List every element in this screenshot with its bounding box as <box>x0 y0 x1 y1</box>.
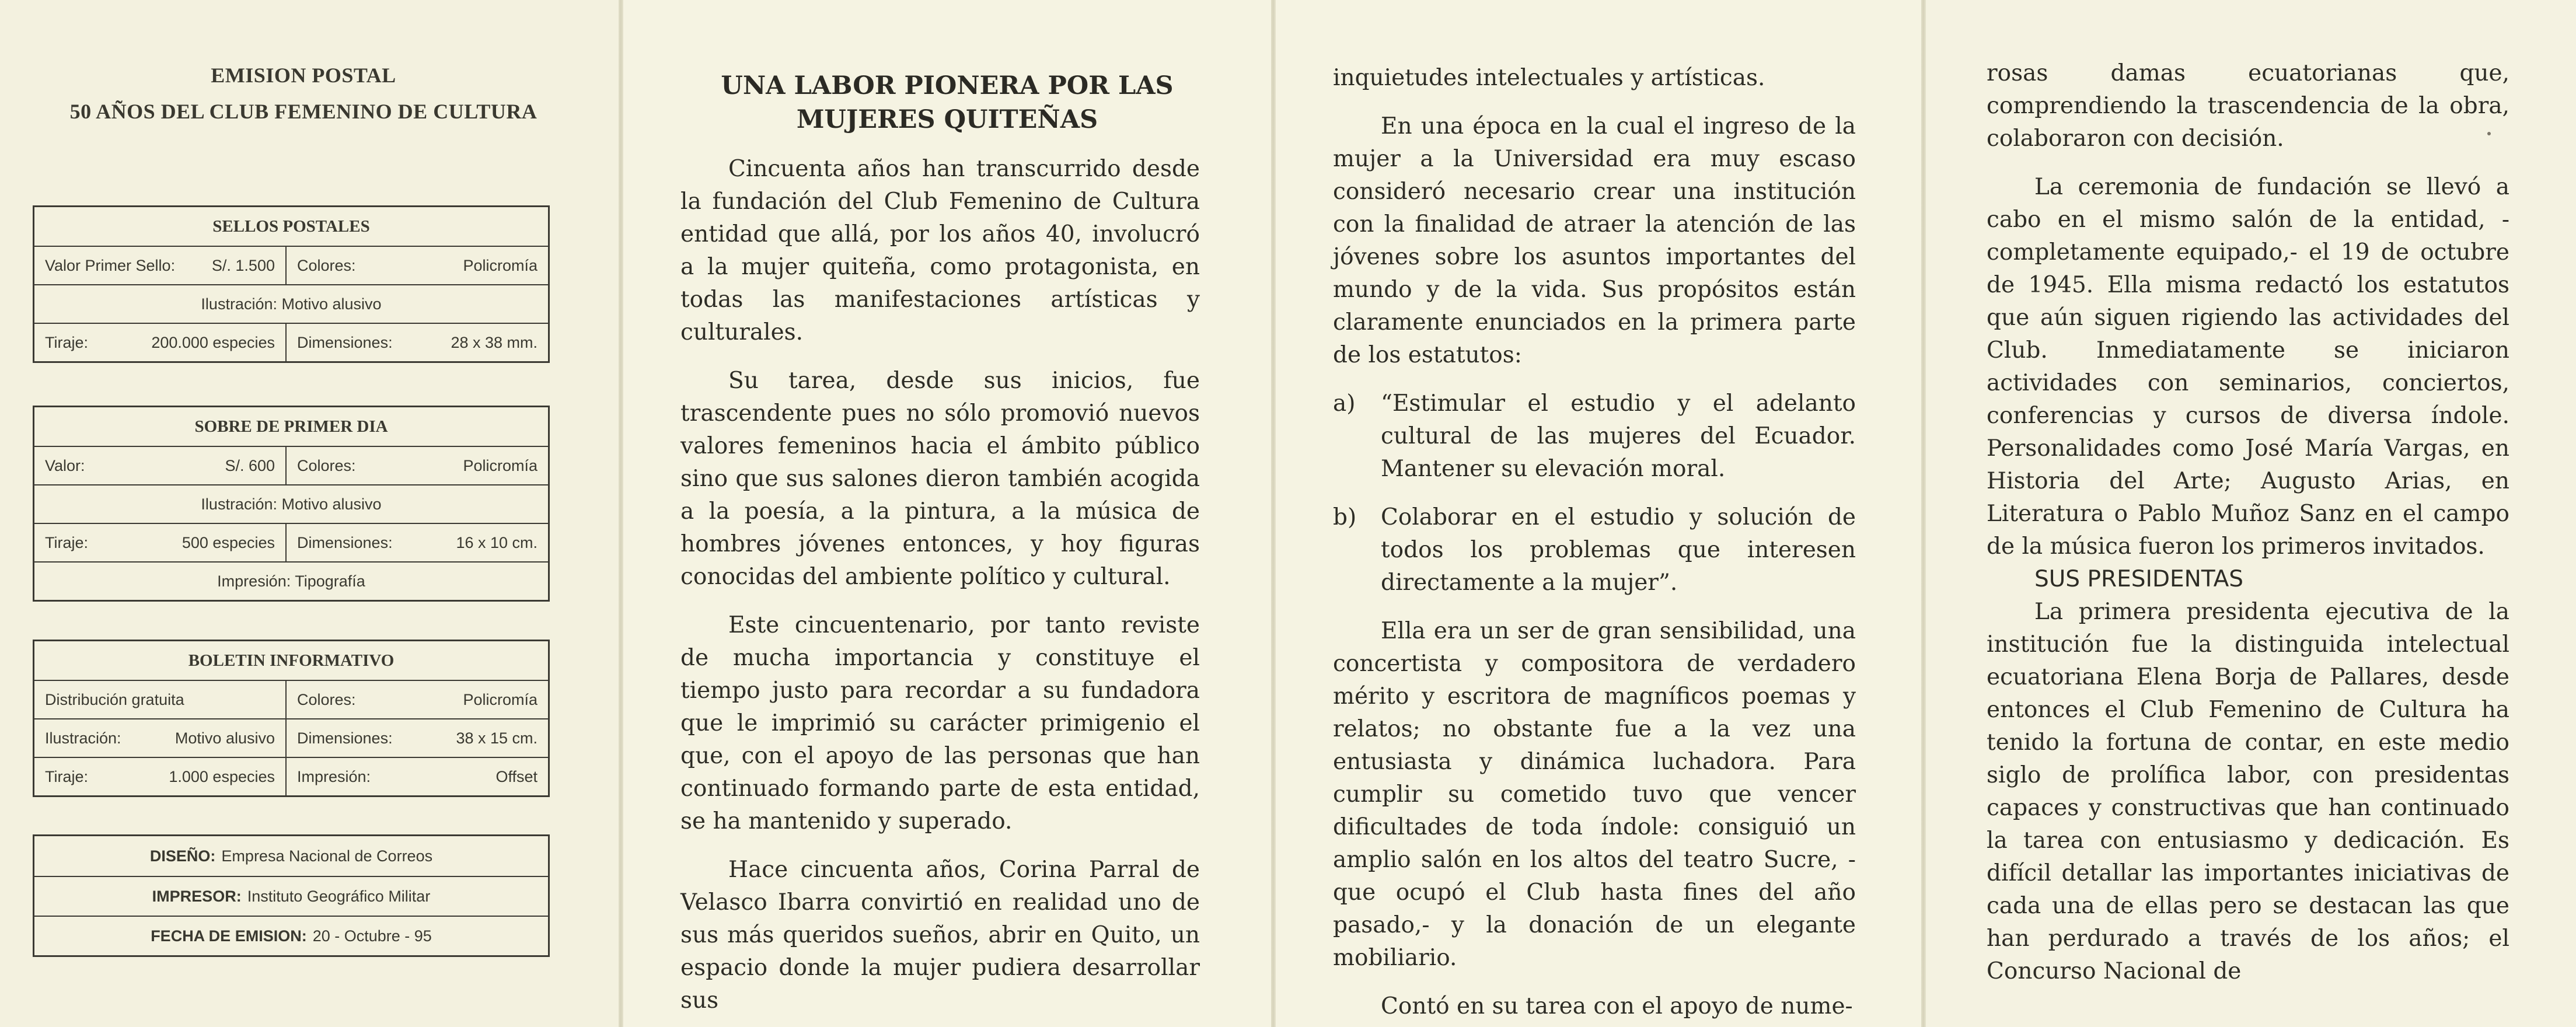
table-header: BOLETIN INFORMATIVO <box>188 651 395 670</box>
colores-label: Colores: <box>297 456 356 474</box>
paragraph: La primera presidenta ejecutiva de la institución fue la distinguida intelectual ecuatoriana Elena Borja de Pallares, desde entonces el Club Femenino de Cultura ha tenido la fortuna de contar, en este medio siglo de prolífica labor, con presidentas capaces y constructivas que han continuado la tarea con entusiasmo y dedicación. Es difícil detallar las importantes iniciativas de cada una de ellas pero se destacan las que han perdurado a través de los años; el Concurso Nacional de <box>1987 599 2509 984</box>
table-row <box>34 718 548 757</box>
paragraph: Este cincuentenario, por tanto reviste de mucha importancia y constituye el tiempo justo para recordar a su fundadora que le imprimió su carácter primigenio el que, con el apoyo de las personas que han continuado formando parte de esta entidad, se ha mantenido y superado. <box>680 612 1200 834</box>
paragraph: rosas damas ecuatorianas que, comprendiendo la trascendencia de la obra, colaboraron con decisión. <box>1987 60 2509 152</box>
table-row <box>34 680 548 718</box>
emission-subtitle: 50 AÑOS DEL CLUB FEMENINO DE CULTURA <box>69 100 537 123</box>
distribucion-value: Distribución gratuita <box>45 690 184 708</box>
paragraph: Su tarea, desde sus inicios, fue trascendente pues no sólo promovió nuevos valores femeninos hacia el ámbito público sino que sus salones dieron también acogida a la poesía, a la pintura, a la música de hombres jóvenes entonces, y hoy figuras conocidas del ambiente político y cultural. <box>680 368 1200 590</box>
table-row <box>34 323 548 361</box>
sellos-postales-table <box>33 205 550 363</box>
impresor-row <box>34 876 548 916</box>
article-column-3 <box>1987 57 2509 988</box>
dimensiones-label: Dimensiones: <box>297 729 393 747</box>
article-column-2 <box>1333 62 1856 1023</box>
colores-label: Colores: <box>297 256 356 274</box>
valor-label: Valor Primer Sello: <box>45 256 176 274</box>
diseno-row <box>34 836 548 876</box>
article-heading-line1: UNA LABOR PIONERA POR LAS <box>721 71 1174 100</box>
diseno-label: DISEÑO: <box>149 847 216 865</box>
valor-value: S/. 1.500 <box>211 256 275 274</box>
dimensiones-label: Dimensiones: <box>297 333 393 351</box>
emission-title: EMISION POSTAL <box>211 64 396 87</box>
tiraje-value: 200.000 especies <box>151 333 275 351</box>
fold-line <box>619 0 623 1027</box>
impresion-row: Impresión: Tipografía <box>34 561 548 600</box>
fold-line <box>1921 0 1926 1027</box>
print-speck <box>2487 132 2491 135</box>
article-column-1 <box>680 153 1200 1017</box>
tiraje-value: 1.000 especies <box>169 767 275 785</box>
sobre-primer-dia-table <box>33 406 550 602</box>
table-row <box>34 523 548 561</box>
statute-item-a <box>1333 387 1856 485</box>
table-row <box>34 446 548 484</box>
dimensiones-label: Dimensiones: <box>297 533 393 551</box>
item-label: b) <box>1333 504 1357 530</box>
table-row <box>34 246 548 284</box>
fecha-label: FECHA DE EMISION: <box>151 927 307 945</box>
colores-value: Policromía <box>463 256 537 274</box>
tiraje-label: Tiraje: <box>45 533 89 551</box>
table-header: SELLOS POSTALES <box>212 216 370 236</box>
tiraje-label: Tiraje: <box>45 767 89 785</box>
dimensiones-value: 38 x 15 cm. <box>456 729 537 747</box>
paragraph: La ceremonia de fundación se llevó a cabo en el mismo salón de la entidad, -completamente equipado,- el 19 de octubre de 1945. Ella misma redactó los estatutos que aún siguen rigiendo las actividades del Club. Inmediatamente se iniciaron actividades con seminarios, conciertos, conferencias y cursos de diversa índole. Personalidades como José María Vargas, en Historia del Arte; Augusto Arias, en Literatura o Pablo Muñoz Sanz en el campo de la música fueron los primeros invitados. <box>1987 174 2509 560</box>
impresor-label: IMPRESOR: <box>152 887 242 905</box>
table-header: SOBRE DE PRIMER DIA <box>194 417 388 436</box>
paragraph: Hace cincuenta años, Corina Parral de Velasco Ibarra convirtió en realidad uno de sus más queridos sueños, abrir en Quito, un espacio donde la mujer pudiera desarrollar sus <box>680 857 1200 1014</box>
fecha-value: 20 - Octubre - 95 <box>312 927 432 945</box>
impresion-value: Offset <box>495 767 537 785</box>
credits-table <box>33 834 550 957</box>
paragraph: Ella era un ser de gran sensibilidad, una concertista y compositora de verdadero mérito y escritora de magníficos poemas y relatos; no obstante fue a la vez una entusiasta y dinámica luchadora. Para cumplir su cometido tuvo que vencer dificultades de toda índole: consiguió un amplio salón en los altos del teatro Sucre, -que ocupó el Club hasta fines del año pasado,- y la donación de un elegante mobiliario. <box>1333 618 1856 971</box>
ilustracion-label: Ilustración: <box>45 729 121 747</box>
tiraje-label: Tiraje: <box>45 333 89 351</box>
fold-line <box>1271 0 1276 1027</box>
colores-label: Colores: <box>297 690 356 708</box>
dimensiones-value: 28 x 38 mm. <box>451 333 537 351</box>
article-heading-line2: MUJERES QUITEÑAS <box>796 105 1098 134</box>
boletin-informativo-table <box>33 640 550 797</box>
diseno-value: Empresa Nacional de Correos <box>221 847 433 865</box>
valor-value: S/. 600 <box>225 456 275 474</box>
section-heading: SUS PRESIDENTAS <box>2034 566 2244 592</box>
ilustracion-row: Ilustración: Motivo alusivo <box>34 484 548 523</box>
paragraph: En una época en la cual el ingreso de la mujer a la Universidad era muy escaso consideró necesario crear una institución con la finalidad de atraer la atención de las jóvenes sobre los asuntos importantes del mundo y de la vida. Sus propósitos están claramente enunciados en la primera parte de los estatutos: <box>1333 113 1856 368</box>
item-text: Colaborar en el estudio y solución de todos los problemas que interesen directamente a la mujer”. <box>1381 504 1856 596</box>
paragraph: inquietudes intelectuales y artísticas. <box>1333 65 1765 91</box>
paragraph: Contó en su tarea con el apoyo de nume- <box>1381 993 1853 1019</box>
item-text: “Estimular el estudio y el adelanto cultural de las mujeres del Ecuador. Mantener su elevación moral. <box>1381 390 1856 482</box>
tiraje-value: 500 especies <box>181 533 275 551</box>
paragraph: Cincuenta años han transcurrido desde la fundación del Club Femenino de Cultura entidad que allá, por los años 40, involucró a la mujer quiteña, como protagonista, en todas las manifestaciones artísticas y culturales. <box>680 156 1200 345</box>
colores-value: Policromía <box>463 456 537 474</box>
impresion-label: Impresión: <box>297 767 371 785</box>
item-label: a) <box>1333 390 1356 417</box>
dimensiones-value: 16 x 10 cm. <box>456 533 537 551</box>
fecha-row <box>34 916 548 955</box>
colores-value: Policromía <box>463 690 537 708</box>
impresor-value: Instituto Geográfico Militar <box>247 887 431 905</box>
ilustracion-row: Ilustración: Motivo alusivo <box>34 284 548 323</box>
ilustracion-value: Motivo alusivo <box>174 729 275 747</box>
statute-item-b <box>1333 501 1856 599</box>
table-row <box>34 757 548 795</box>
valor-label: Valor: <box>45 456 85 474</box>
